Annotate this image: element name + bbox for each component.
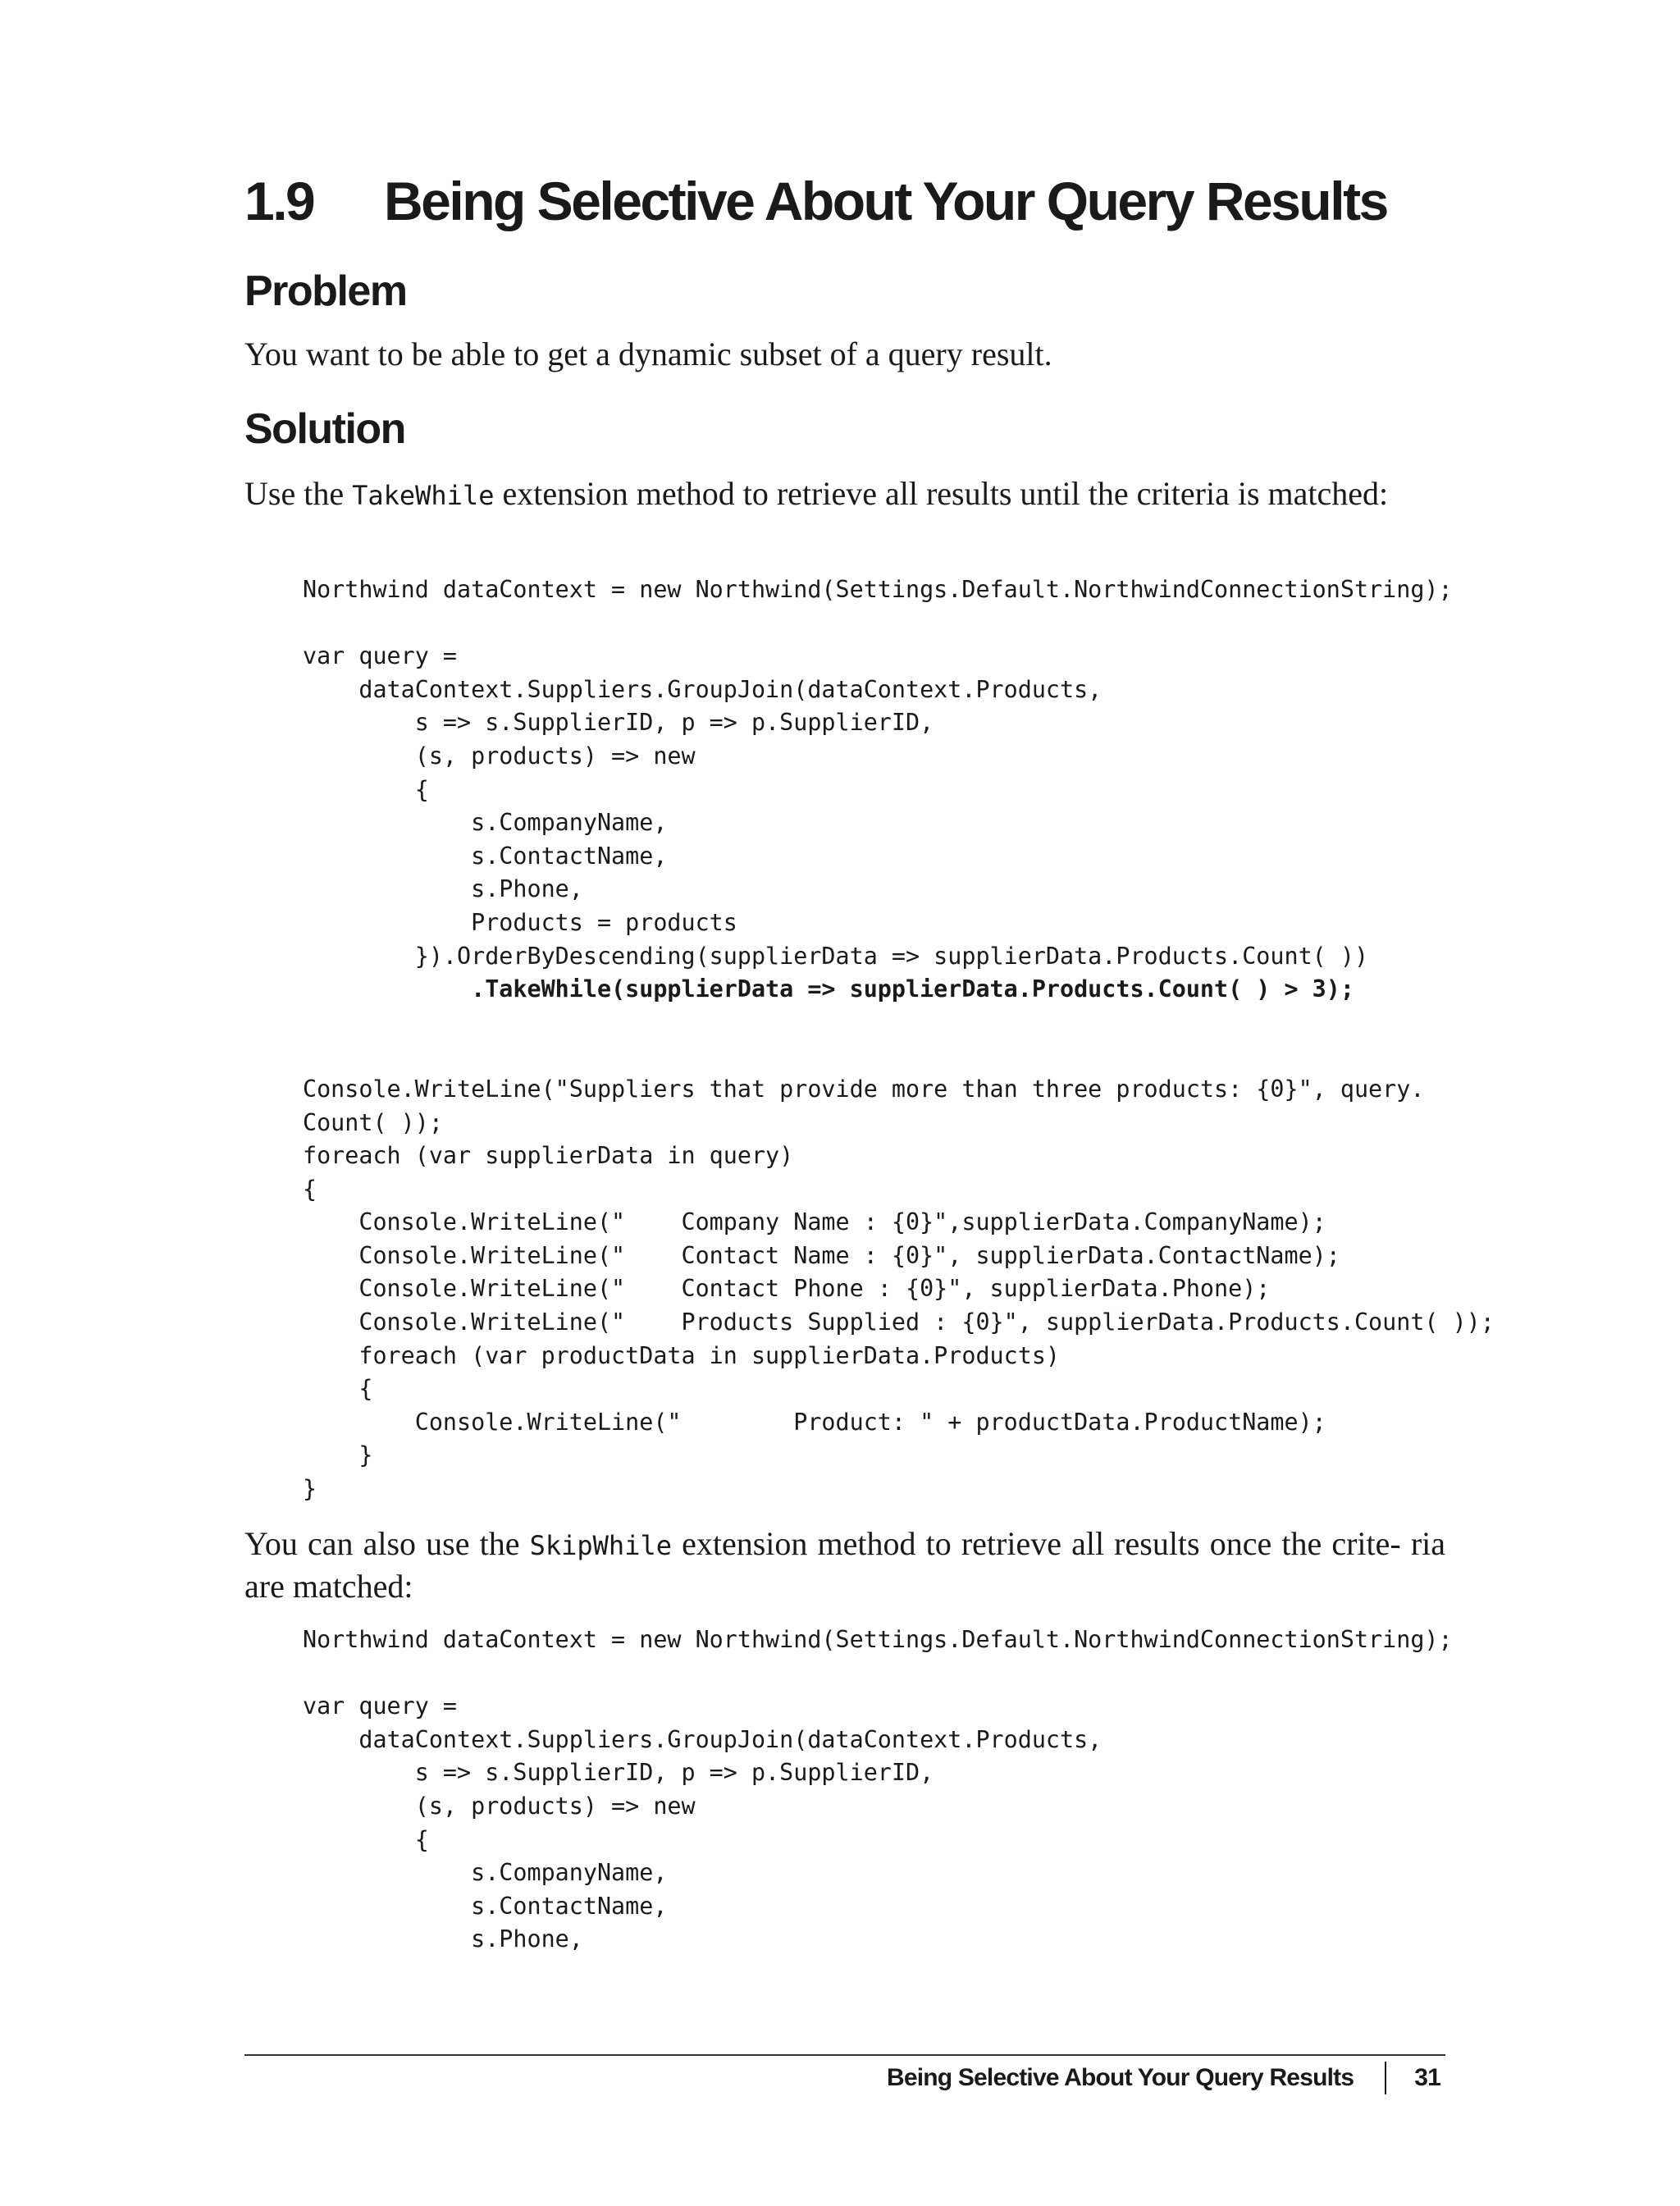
code-line: {: [303, 775, 429, 803]
code-line: dataContext.Suppliers.GroupJoin(dataContext.Products,: [303, 1725, 1102, 1753]
code-line: [303, 1007, 1495, 1040]
code-line: foreach (var supplierData in query): [303, 1142, 794, 1170]
footer-separator: [1385, 2062, 1386, 2094]
problem-heading: Problem: [244, 267, 407, 315]
code-line: .TakeWhile(supplierData => supplierData.Products.Count( ) > 3);: [303, 975, 1354, 1003]
skipwhile-text: [244, 1523, 1445, 1607]
code-line: [303, 1039, 1495, 1073]
takewhile-inline-code: TakeWhile: [352, 480, 495, 511]
code-line: Console.WriteLine(" Contact Name : {0}", supplierData.ContactName);: [303, 1241, 1340, 1269]
code-line: [303, 1657, 1453, 1691]
solution-text-before: Use the: [244, 475, 353, 512]
code-line: s => s.SupplierID, p => p.SupplierID,: [303, 1759, 934, 1787]
skipwhile-text-after: extension method to retrieve all results once the crite- ria are matched:: [244, 1525, 1446, 1605]
section-number: 1.9: [244, 171, 314, 231]
solution-heading: Solution: [244, 405, 405, 453]
code-line: Northwind dataContext = new Northwind(Settings.Default.NorthwindConnectionString);: [303, 1626, 1453, 1653]
section-title: [244, 164, 1387, 238]
code-line: s => s.SupplierID, p => p.SupplierID,: [303, 709, 934, 737]
code-line: s.Phone,: [303, 1925, 583, 1953]
code-line: (s, products) => new: [303, 1792, 696, 1820]
footer-running-title: Being Selective About Your Query Results: [886, 2064, 1354, 2091]
code-line: s.CompanyName,: [303, 1859, 668, 1887]
page-number: 31: [1414, 2064, 1440, 2091]
code-line: Count( ));: [303, 1108, 443, 1136]
code-line: }: [303, 1441, 373, 1469]
solution-text-after: extension method to retrieve all results until the criteria is matched:: [494, 475, 1389, 512]
problem-text: You want to be able to get a dynamic subset of a query result.: [244, 336, 1052, 372]
code-line: dataContext.Suppliers.GroupJoin(dataContext.Products,: [303, 675, 1102, 703]
code-line: Console.WriteLine(" Product: " + productData.ProductName);: [303, 1408, 1326, 1436]
code-line: {: [303, 1375, 373, 1403]
skipwhile-text-before: You can also use the: [244, 1525, 530, 1562]
code-line: {: [303, 1825, 429, 1853]
code-line: (s, products) => new: [303, 742, 696, 770]
code-line: }: [303, 1475, 317, 1503]
code-line: foreach (var productData in supplierData.Products): [303, 1341, 1061, 1369]
code-line: var query =: [303, 1692, 458, 1720]
code-line: Console.WriteLine("Suppliers that provide more than three products: {0}", query.: [303, 1075, 1425, 1103]
code-line: s.CompanyName,: [303, 809, 668, 837]
code-line: [303, 607, 1495, 641]
code-line: var query =: [303, 642, 458, 670]
code-line: Northwind dataContext = new Northwind(Settings.Default.NorthwindConnectionString);: [303, 576, 1453, 603]
code-line: {: [303, 1175, 317, 1203]
code-line: Products = products: [303, 908, 737, 936]
code-line: }).OrderByDescending(supplierData => supplierData.Products.Count( )): [303, 942, 1369, 970]
page-footer: [887, 2056, 1440, 2100]
code-line: Console.WriteLine(" Company Name : {0}",supplierData.CompanyName);: [303, 1208, 1326, 1236]
code-block-skipwhile: [303, 1624, 1453, 1957]
code-line: Console.WriteLine(" Contact Phone : {0}", supplierData.Phone);: [303, 1275, 1271, 1303]
code-line: s.ContactName,: [303, 1892, 668, 1920]
skipwhile-inline-code: SkipWhile: [529, 1530, 672, 1561]
code-block-takewhile: [303, 573, 1495, 1506]
solution-text: [244, 473, 1445, 516]
section-title-text: Being Selective About Your Query Results: [384, 171, 1387, 231]
code-line: s.ContactName,: [303, 842, 668, 870]
code-line: Console.WriteLine(" Products Supplied : {0}", supplierData.Products.Count( ));: [303, 1309, 1495, 1336]
code-line: s.Phone,: [303, 875, 583, 903]
